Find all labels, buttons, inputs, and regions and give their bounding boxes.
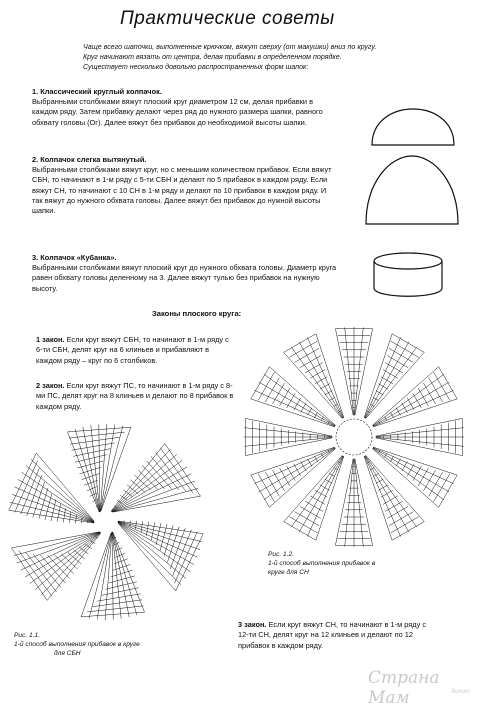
elongated-cap-shape [360,152,464,228]
figure-number: Рис. 1.2. [268,551,388,560]
kubanka-cap-shape [370,250,446,300]
page-title: Практические советы [120,8,335,30]
section-elongated-cap [32,155,332,216]
law-text: Если круг вяжут СН, то начинают в 1-м ряду с 12-ти СН, делят круг на 12 клиньев и делают по 12 прибавок в каждом ряду. [238,620,426,650]
law-text: Если круг вяжут СБН, то начинают в 1-м ряду с 6-ти СБН, делят круг на 6 клиньев и прибавляют в каждом ряду – круг по 6 столбиков. [36,335,229,365]
figure-number: Рис. 1.1. [14,632,189,641]
law-3 [238,620,438,651]
laws-title: Законы плоского круга: [152,309,241,318]
section-body: Выбранными столбиками вяжут плоский круг диаметром 12 см, делая прибавки в каждом ряду. Затем прибавку делают через ряд до нужного размера шапки, равного обхвату головы (Ог). Далее вяжут без прибавок до необходимой высоты шапки. [32,97,337,128]
law-label: 1 закон. [36,335,64,344]
intro-text [83,42,413,73]
section-body: Выбранными столбиками вяжут плоский круг до нужного обхвата головы. Диаметр круга равен обхвату головы деленному на 3. Далее вяжут тулью без прибавок на нужную высоту. [32,263,337,294]
figure-2-caption [268,551,388,577]
section-classic-cap [32,87,337,128]
section-heading: 3. Колпачок «Кубанка». [32,253,337,263]
law-text: Если круг вяжут ПС, то начинают в 1-м ряду с 8-ми ПС, делят круг на 8 клиньев и делают по 8 прибавок в каждом ряду. [36,381,233,411]
intro-line: Круг начинают вязать от центра, делая прибавки в определенном порядке. [83,52,413,62]
round-cap-shape [368,87,458,149]
law-1 [36,335,236,366]
figure-1-caption [14,632,189,658]
law-label: 2 закон. [36,381,64,390]
section-heading: 1. Классический круглый колпачок. [32,87,337,97]
section-heading: 2. Колпачок слегка вытянутый. [32,155,332,165]
law-label: 3 закон. [238,620,266,629]
section-kubanka-cap [32,253,337,294]
watermark-logo: Страна Мам [368,668,486,708]
figure-caption: 1-й способ выполнения прибавок в круге [14,641,189,650]
section-body: Выбранными столбиками вяжут круг, но с меньшим количеством прибавок. Если вяжут СБН, то начинают в 1-м ряду с 5-ти СБН и делают по 5 прибавок в каждом ряду. Если вяжут СН, то начинают с 10 СН в 1-м ряду и делают по 10 прибавок в каждом ряду. И так вяжут до нужного обхвата головы. Далее вяжут без прибавок до нужной высоты шапки. [32,165,332,216]
figure-note: для СБН [14,650,189,659]
intro-line: Существует несколько довольно распространенных форм шапок: [83,62,413,72]
law-2 [36,381,236,412]
crochet-diagram-sn [234,322,474,552]
figure-caption: 1-й способ выполнения прибавок в круге для СН [268,560,388,578]
crochet-diagram-sbn [6,410,206,632]
intro-line: Чаще всего шапочки, выполненные крючком, вяжут сверху (от макушки) вниз по кругу. [83,42,413,52]
watermark-sub: Холит [451,689,470,695]
